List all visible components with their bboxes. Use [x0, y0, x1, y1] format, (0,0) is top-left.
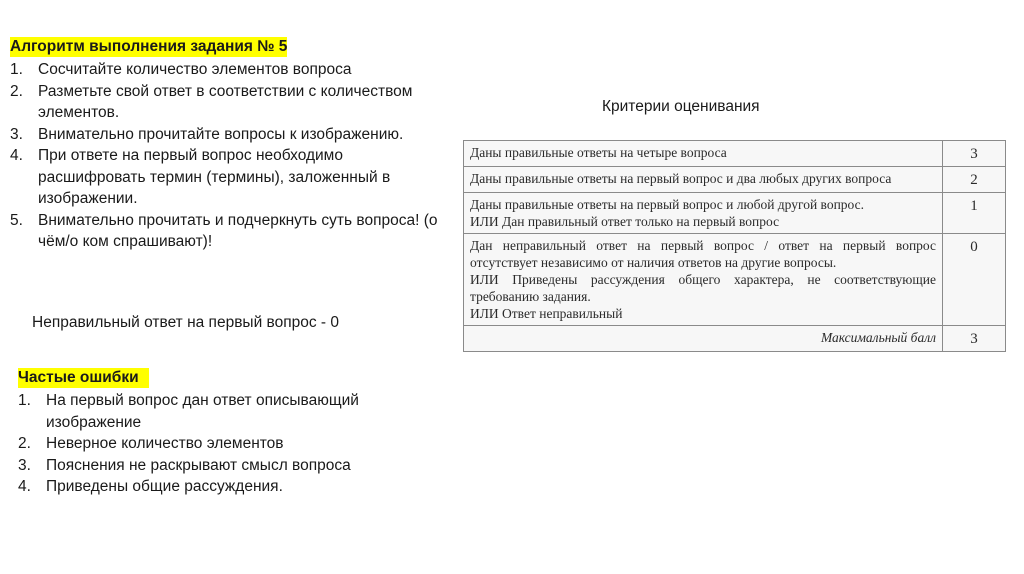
criteria-points: 0 — [943, 234, 1006, 326]
algorithm-title: Алгоритм выполнения задания № 5 — [10, 38, 288, 55]
list-item-number: 4. — [18, 478, 31, 495]
list-item-number: 3. — [18, 456, 31, 474]
list-item-text: Разметьте свой ответ в соответствии с количеством элементов. — [38, 82, 413, 121]
list-item — [10, 81, 440, 124]
list-item — [10, 145, 440, 210]
wrong-answer-note: Неправильный ответ на первый вопрос - 0 — [32, 314, 339, 331]
list-item-text: Приведены общие рассуждения. — [46, 478, 283, 495]
list-item — [18, 390, 438, 433]
criteria-line: Даны правильные ответы на первый вопрос и любой другой вопрос. — [470, 197, 864, 212]
list-item-number: 3. — [10, 125, 23, 143]
list-item-number: 2. — [10, 82, 23, 100]
algorithm-steps-list — [10, 59, 440, 253]
table-row — [464, 167, 1006, 193]
criteria-line: Даны правильные ответы на первый вопрос и два любых других вопроса — [470, 171, 892, 186]
table-row — [464, 141, 1006, 167]
list-item-number: 1. — [18, 392, 31, 409]
criteria-description — [464, 234, 943, 326]
table-row-total — [464, 326, 1006, 352]
list-item-text: На первый вопрос дан ответ описывающий изображение — [46, 392, 359, 431]
list-item-text: При ответе на первый вопрос необходимо расшифровать термин (термины), заложенный в изображении. — [38, 147, 391, 207]
max-score-value: 3 — [943, 326, 1006, 352]
common-errors-title: Частые ошибки — [18, 368, 149, 388]
criteria-line: ИЛИ Приведены рассуждения общего характера, не соответствующие требованию задания. — [470, 272, 936, 304]
criteria-table — [463, 140, 1006, 352]
list-item-text: Неверное количество элементов — [46, 435, 284, 452]
criteria-description — [464, 167, 943, 193]
list-item-number: 1. — [10, 61, 23, 78]
list-item-text: Пояснения не раскрывают смысл вопроса — [46, 456, 351, 474]
list-item-text: Внимательно прочитать и подчеркнуть суть вопроса! (о чём/о ком спрашивают)! — [38, 211, 438, 250]
list-item-text: Сосчитайте количество элементов вопроса — [38, 61, 352, 78]
criteria-line: Дан неправильный ответ на первый вопрос / ответ на первый вопрос отсутствует независимо от наличия ответов на другие вопросы. — [470, 238, 936, 270]
criteria-points: 3 — [943, 141, 1006, 167]
criteria-points: 2 — [943, 167, 1006, 193]
table-row — [464, 193, 1006, 234]
list-item — [18, 476, 438, 498]
list-item-text: Внимательно прочитайте вопросы к изображению. — [38, 125, 404, 143]
table-row — [464, 234, 1006, 326]
list-item — [18, 433, 438, 455]
list-item-number: 4. — [10, 147, 23, 164]
criteria-title: Критерии оценивания — [602, 98, 760, 115]
list-item-number: 2. — [18, 435, 31, 452]
criteria-description — [464, 141, 943, 167]
list-item — [18, 455, 438, 477]
criteria-points: 1 — [943, 193, 1006, 234]
max-score-label: Максимальный балл — [464, 326, 943, 352]
common-errors-list — [18, 390, 438, 498]
list-item — [10, 124, 440, 146]
list-item — [10, 59, 440, 81]
criteria-line: Даны правильные ответы на четыре вопроса — [470, 145, 727, 160]
criteria-line: ИЛИ Ответ неправильный — [470, 306, 623, 321]
list-item-number: 5. — [10, 211, 23, 229]
criteria-line: ИЛИ Дан правильный ответ только на первый вопрос — [470, 214, 780, 229]
list-item — [10, 210, 440, 253]
criteria-description — [464, 193, 943, 234]
